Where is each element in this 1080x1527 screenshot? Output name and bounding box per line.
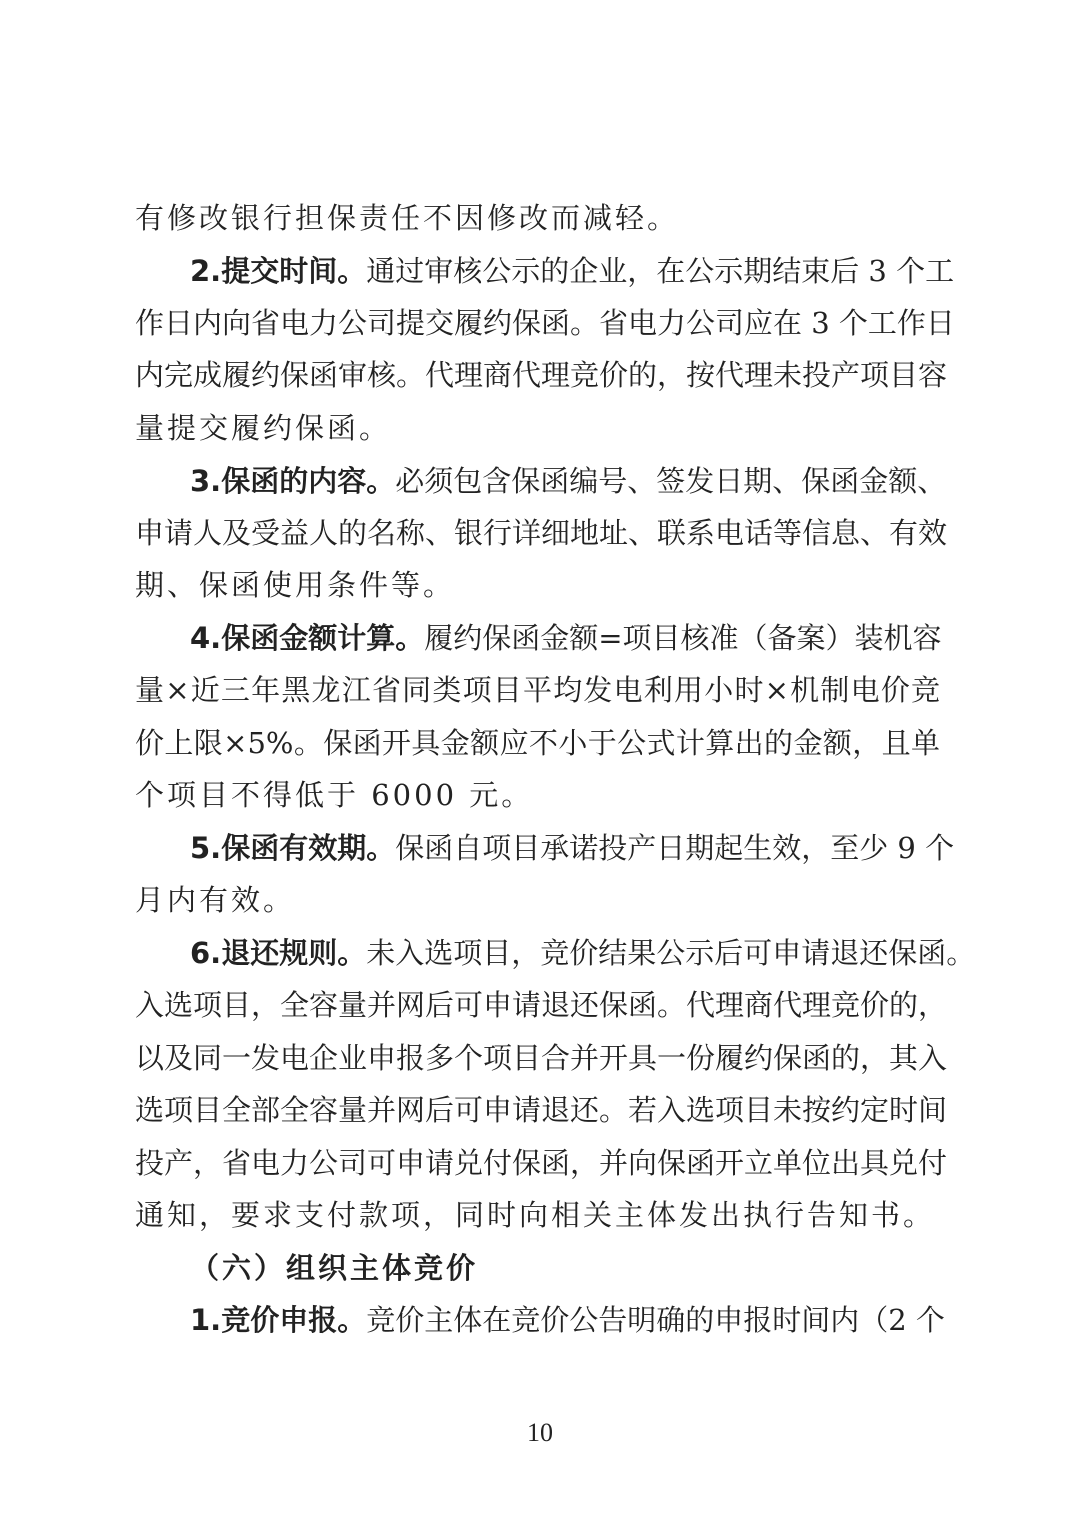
section-4-heading: 4.保函金额计算。 [190, 621, 425, 655]
section-6-line-6: 通知，要求支付款项，同时向相关主体发出执行告知书。 [135, 1198, 936, 1232]
final-section-heading: 1.竞价申报。 [190, 1303, 367, 1337]
section-4-line-4-row [135, 775, 940, 815]
section-6-line-4: 选项目全部全容量并网后可申请退还。若入选项目未按约定时间 [135, 1093, 948, 1127]
section-5-line-2: 月内有效。 [135, 883, 296, 917]
final-section-first-line [190, 1300, 945, 1340]
section-2-line-2-row [135, 303, 955, 343]
section-3-line-2-row [135, 513, 948, 553]
section-3-line-3: 期、保函使用条件等。 [135, 568, 456, 602]
section-6-line-5-row [135, 1143, 948, 1183]
section-6-line-6-row [135, 1195, 940, 1235]
continued-text: 有修改银行担保责任不因修改而减轻。 [135, 201, 680, 235]
section-6-first-line [190, 933, 976, 973]
section-6-heading: 6.退还规则。 [190, 936, 367, 970]
continued-text-line [135, 198, 940, 238]
section-2-line-2: 作日内向省电力公司提交履约保函。省电力公司应在 3 个工作日 [135, 306, 955, 340]
section-6-line-2: 入选项目，全容量并网后可申请退还保函。代理商代理竞价的， [135, 988, 948, 1022]
subsection-heading: （六）组织主体竞价 [190, 1251, 479, 1285]
section-3-heading: 3.保函的内容。 [190, 464, 396, 498]
section-2-line-4: 量提交履约保函。 [135, 411, 392, 445]
section-5-line-2-row [135, 880, 940, 920]
section-4-line-2: 量×近三年黑龙江省同类项目平均发电利用小时×机制电价竞 [135, 673, 940, 707]
section-4-line-1: 履约保函金额=项目核准（备案）装机容 [424, 621, 942, 655]
section-2-heading: 2.提交时间。 [190, 254, 367, 288]
section-2-line-3-row [135, 355, 948, 395]
section-4-line-3-row [135, 723, 940, 763]
section-6-line-5: 投产，省电力公司可申请兑付保函，并向保函开立单位出具兑付 [135, 1146, 948, 1180]
section-4-line-3: 价上限×5%。保函开具金额应不小于公式计算出的金额，且单 [135, 726, 940, 760]
section-3-first-line [190, 461, 947, 501]
section-6-line-4-row [135, 1090, 948, 1130]
section-4-first-line [190, 618, 940, 658]
subsection-heading-row [190, 1248, 940, 1288]
section-5-first-line [190, 828, 955, 868]
page-number: 10 [527, 1418, 553, 1447]
section-5-line-1: 保函自项目承诺投产日期起生效，至少 9 个 [395, 831, 955, 865]
section-3-line-3-row [135, 565, 940, 605]
final-section-line-1: 竞价主体在竞价公告明确的申报时间内（2 个 [366, 1303, 945, 1337]
section-4-line-4: 个项目不得低于 6000 元。 [135, 778, 534, 812]
section-5-heading: 5.保函有效期。 [190, 831, 396, 865]
section-2-first-line [190, 251, 955, 291]
section-4-line-2-row [135, 670, 940, 710]
section-6-line-3: 以及同一发电企业申报多个项目合并开具一份履约保函的，其入 [135, 1041, 948, 1075]
section-2-line-1: 通过审核公示的企业，在公示期结束后 3 个工 [366, 254, 955, 288]
section-3-line-2: 申请人及受益人的名称、银行详细地址、联系电话等信息、有效 [135, 516, 948, 550]
section-3-line-1: 必须包含保函编号、签发日期、保函金额、 [395, 464, 947, 498]
section-2-line-4-row [135, 408, 940, 448]
section-6-line-2-row [135, 985, 948, 1025]
section-6-line-1: 未入选项目，竞价结果公示后可申请退还保函。 [366, 936, 976, 970]
section-6-line-3-row [135, 1038, 948, 1078]
section-2-line-3: 内完成履约保函审核。代理商代理竞价的，按代理未投产项目容 [135, 358, 948, 392]
